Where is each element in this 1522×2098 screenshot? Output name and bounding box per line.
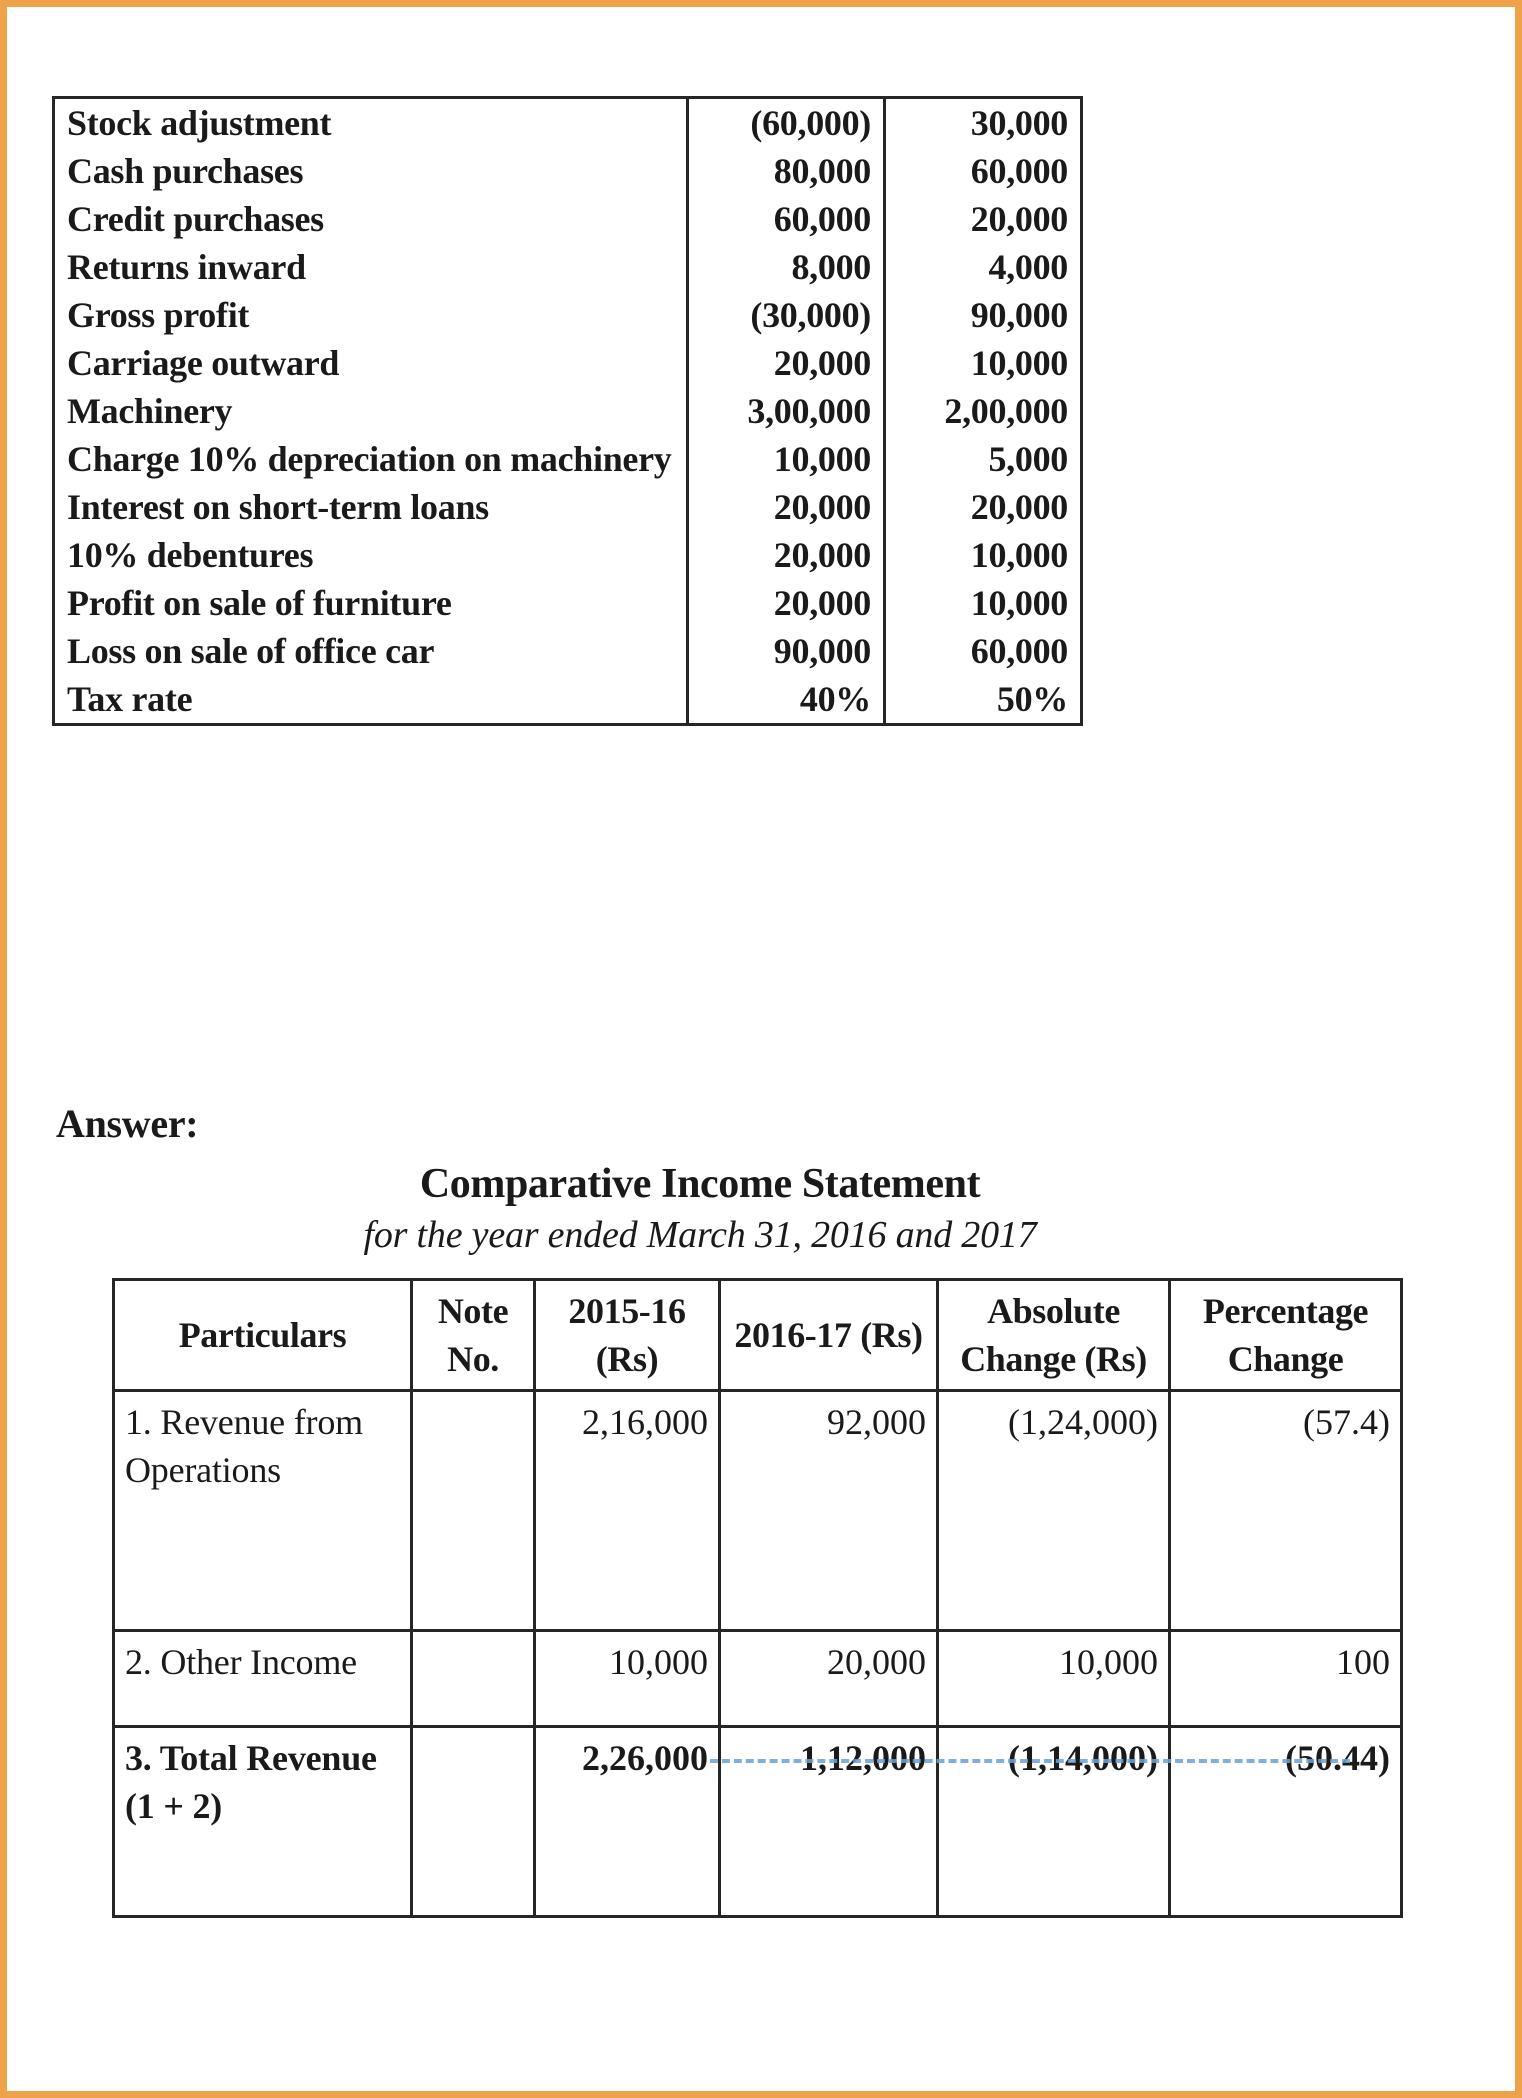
- row-value-col1: 20,000: [688, 339, 885, 387]
- statement-subtitle: for the year ended March 31, 2016 and 2017: [363, 1214, 1037, 1256]
- row-value-col1: 60,000: [688, 195, 885, 243]
- row-value-col2: 2,00,000: [885, 387, 1082, 435]
- cell-note-no: [412, 1391, 535, 1631]
- cell-percentage-change: 100: [1170, 1631, 1402, 1727]
- cell-year-2016-17: 1,12,000: [720, 1727, 938, 1917]
- cell-note-no: [412, 1727, 535, 1917]
- trial-data-table: [52, 96, 1083, 726]
- cell-absolute-change: 10,000: [938, 1631, 1170, 1727]
- cell-particulars: 2. Other Income: [114, 1631, 412, 1727]
- row-label: Profit on sale of furniture: [54, 579, 688, 627]
- row-label: Charge 10% depreciation on machinery: [54, 435, 688, 483]
- row-value-col2: 10,000: [885, 339, 1082, 387]
- table-row: [54, 435, 1082, 483]
- statement-title: Comparative Income Statement: [419, 1161, 981, 1207]
- col-header-year-2016-17: 2016-17 (Rs): [720, 1280, 938, 1391]
- table-row: [54, 291, 1082, 339]
- trial-data-table-body: [54, 98, 1082, 725]
- cell-year-2015-16: 10,000: [535, 1631, 720, 1727]
- cell-percentage-change: (57.4): [1170, 1391, 1402, 1631]
- row-label: Gross profit: [54, 291, 688, 339]
- row-value-col1: 90,000: [688, 627, 885, 675]
- cell-year-2015-16: 2,26,000: [535, 1727, 720, 1917]
- row-value-col1: (60,000): [688, 98, 885, 148]
- row-value-col2: 30,000: [885, 98, 1082, 148]
- row-value-col1: 8,000: [688, 243, 885, 291]
- row-value-col1: (30,000): [688, 291, 885, 339]
- row-value-col2: 5,000: [885, 435, 1082, 483]
- answer-heading: Answer:: [56, 1101, 199, 1146]
- row-label: Returns inward: [54, 243, 688, 291]
- row-value-col1: 10,000: [688, 435, 885, 483]
- cell-year-2016-17: 20,000: [720, 1631, 938, 1727]
- col-header-particulars: Particulars: [114, 1280, 412, 1391]
- table-row: [114, 1391, 1402, 1631]
- row-label: Tax rate: [54, 675, 688, 725]
- table-row: [54, 147, 1082, 195]
- row-value-col2: 10,000: [885, 579, 1082, 627]
- table-row: [54, 195, 1082, 243]
- row-value-col2: 90,000: [885, 291, 1082, 339]
- cell-particulars: 3. Total Revenue (1 + 2): [114, 1727, 412, 1917]
- table-row: [54, 579, 1082, 627]
- cis-table-head: [114, 1280, 1402, 1391]
- row-value-col1: 3,00,000: [688, 387, 885, 435]
- comparative-income-statement-table: [112, 1278, 1403, 1918]
- row-value-col1: 20,000: [688, 483, 885, 531]
- col-header-percentage-change: Percentage Change: [1170, 1280, 1402, 1391]
- row-value-col2: 60,000: [885, 147, 1082, 195]
- row-label: Loss on sale of office car: [54, 627, 688, 675]
- row-value-col2: 60,000: [885, 627, 1082, 675]
- row-value-col2: 4,000: [885, 243, 1082, 291]
- cell-absolute-change: (1,24,000): [938, 1391, 1170, 1631]
- cell-particulars: 1. Revenue from Operations: [114, 1391, 412, 1631]
- col-header-year-2015-16: 2015-16 (Rs): [535, 1280, 720, 1391]
- row-value-col1: 20,000: [688, 531, 885, 579]
- table-row: [114, 1631, 1402, 1727]
- cell-note-no: [412, 1631, 535, 1727]
- cell-percentage-change: (50.44): [1170, 1727, 1402, 1917]
- row-label: Credit purchases: [54, 195, 688, 243]
- table-row: [114, 1727, 1402, 1917]
- row-label: Cash purchases: [54, 147, 688, 195]
- col-header-note-no: Note No.: [412, 1280, 535, 1391]
- table-row: [54, 675, 1082, 725]
- row-value-col2: 20,000: [885, 483, 1082, 531]
- cis-table-body: [114, 1391, 1402, 1917]
- cis-header-row: [114, 1280, 1402, 1391]
- row-value-col2: 10,000: [885, 531, 1082, 579]
- table-row: [54, 627, 1082, 675]
- table-row: [54, 387, 1082, 435]
- row-value-col2: 50%: [885, 675, 1082, 725]
- row-label: Interest on short-term loans: [54, 483, 688, 531]
- table-row: [54, 243, 1082, 291]
- row-label: Stock adjustment: [54, 98, 688, 148]
- cell-absolute-change: (1,14,000): [938, 1727, 1170, 1917]
- row-label: Carriage outward: [54, 339, 688, 387]
- cell-year-2016-17: 92,000: [720, 1391, 938, 1631]
- trial-data-table-wrap: [52, 96, 1080, 726]
- table-row: [54, 339, 1082, 387]
- row-value-col2: 20,000: [885, 195, 1082, 243]
- table-row: [54, 98, 1082, 148]
- row-label: 10% debentures: [54, 531, 688, 579]
- row-value-col1: 80,000: [688, 147, 885, 195]
- row-label: Machinery: [54, 387, 688, 435]
- table-row: [54, 483, 1082, 531]
- comparative-income-statement-wrap: [112, 1278, 1400, 1918]
- row-value-col1: 40%: [688, 675, 885, 725]
- cell-year-2015-16: 2,16,000: [535, 1391, 720, 1631]
- table-row: [54, 531, 1082, 579]
- row-value-col1: 20,000: [688, 579, 885, 627]
- col-header-absolute-change: Absolute Change (Rs): [938, 1280, 1170, 1391]
